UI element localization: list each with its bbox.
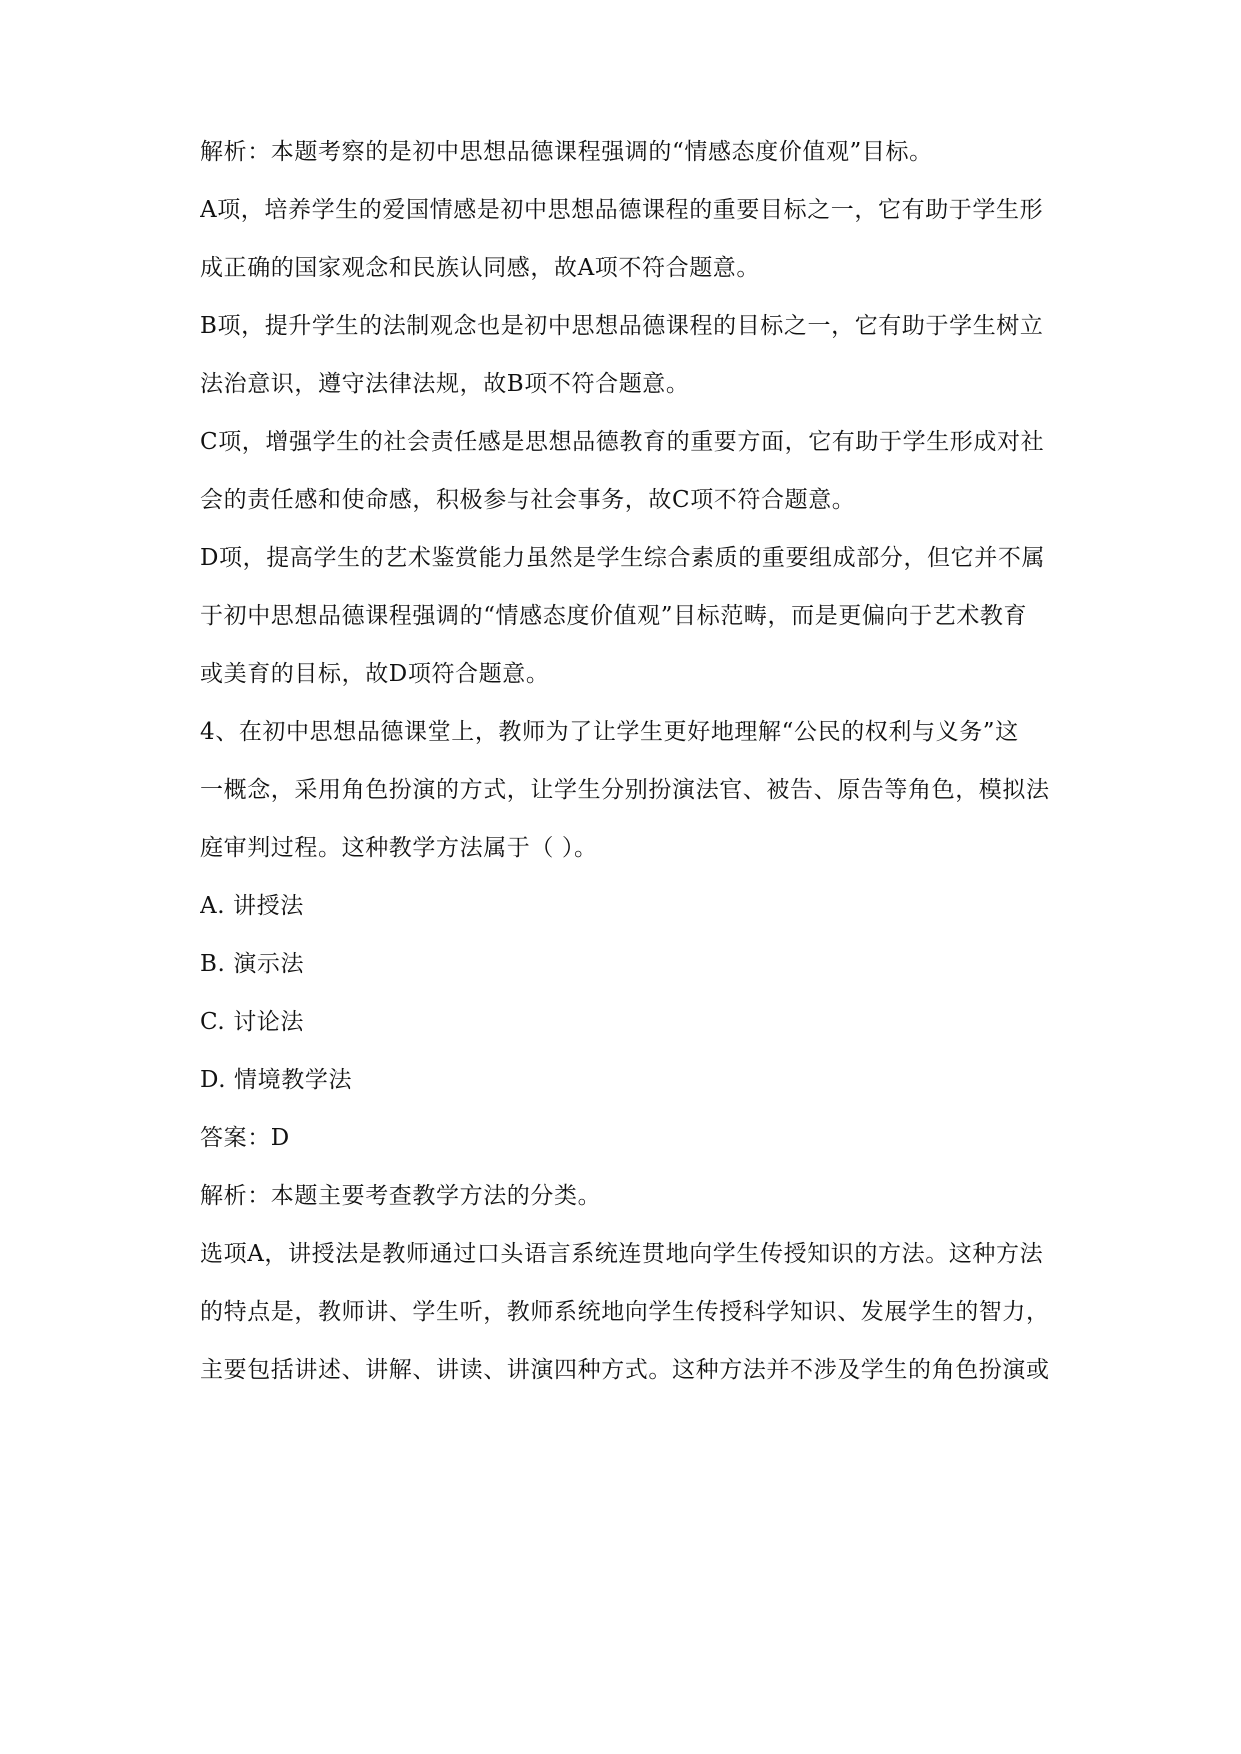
question-4-line: 一概念，采用角色扮演的方式，让学生分别扮演法官、被告、原告等角色，模拟法	[200, 777, 1050, 803]
option-d-analysis-line: 或美育的目标，故D项符合题意。	[200, 661, 550, 687]
option-d-analysis-line: 于初中思想品德课程强调的“情感态度价值观”目标范畴，而是更偏向于艺术教育	[200, 603, 1028, 629]
option-a-analysis-line: 选项A，讲授法是教师通过口头语言系统连贯地向学生传授知识的方法。这种方法	[200, 1241, 1044, 1267]
choice-b: B. 演示法	[200, 951, 305, 977]
choice-a: A. 讲授法	[200, 893, 304, 919]
option-a-analysis-line: 成正确的国家观念和民族认同感，故A项不符合题意。	[200, 255, 761, 281]
question-4-line: 4、在初中思想品德课堂上，教师为了让学生更好地理解“公民的权利与义务”这	[200, 719, 1019, 745]
option-c-analysis-line: C项，增强学生的社会责任感是思想品德教育的重要方面，它有助于学生形成对社	[200, 429, 1045, 455]
option-d-analysis-line: D项，提高学生的艺术鉴赏能力虽然是学生综合素质的重要组成部分，但它并不属	[200, 545, 1046, 571]
option-a-analysis-line: 的特点是，教师讲、学生听，教师系统地向学生传授科学知识、发展学生的智力，	[200, 1299, 1050, 1325]
answer-line: 答案：D	[200, 1125, 290, 1151]
analysis-intro-line: 解析：本题考察的是初中思想品德课程强调的“情感态度价值观”目标。	[200, 139, 933, 165]
question-4-line: 庭审判过程。这种教学方法属于（ ）。	[200, 835, 598, 861]
option-b-analysis-line: B项，提升学生的法制观念也是初中思想品德课程的目标之一，它有助于学生树立	[200, 313, 1044, 339]
option-b-analysis-line: 法治意识，遵守法律法规，故B项不符合题意。	[200, 371, 690, 397]
option-a-analysis-line: 主要包括讲述、讲解、讲读、讲演四种方式。这种方法并不涉及学生的角色扮演或	[200, 1357, 1050, 1383]
option-a-analysis-line: A项，培养学生的爱国情感是初中思想品德课程的重要目标之一，它有助于学生形	[200, 197, 1044, 223]
option-c-analysis-line: 会的责任感和使命感，积极参与社会事务，故C项不符合题意。	[200, 487, 856, 513]
analysis-intro-line: 解析：本题主要考查教学方法的分类。	[200, 1183, 602, 1209]
choice-d: D. 情境教学法	[200, 1067, 353, 1093]
choice-c: C. 讨论法	[200, 1009, 305, 1035]
